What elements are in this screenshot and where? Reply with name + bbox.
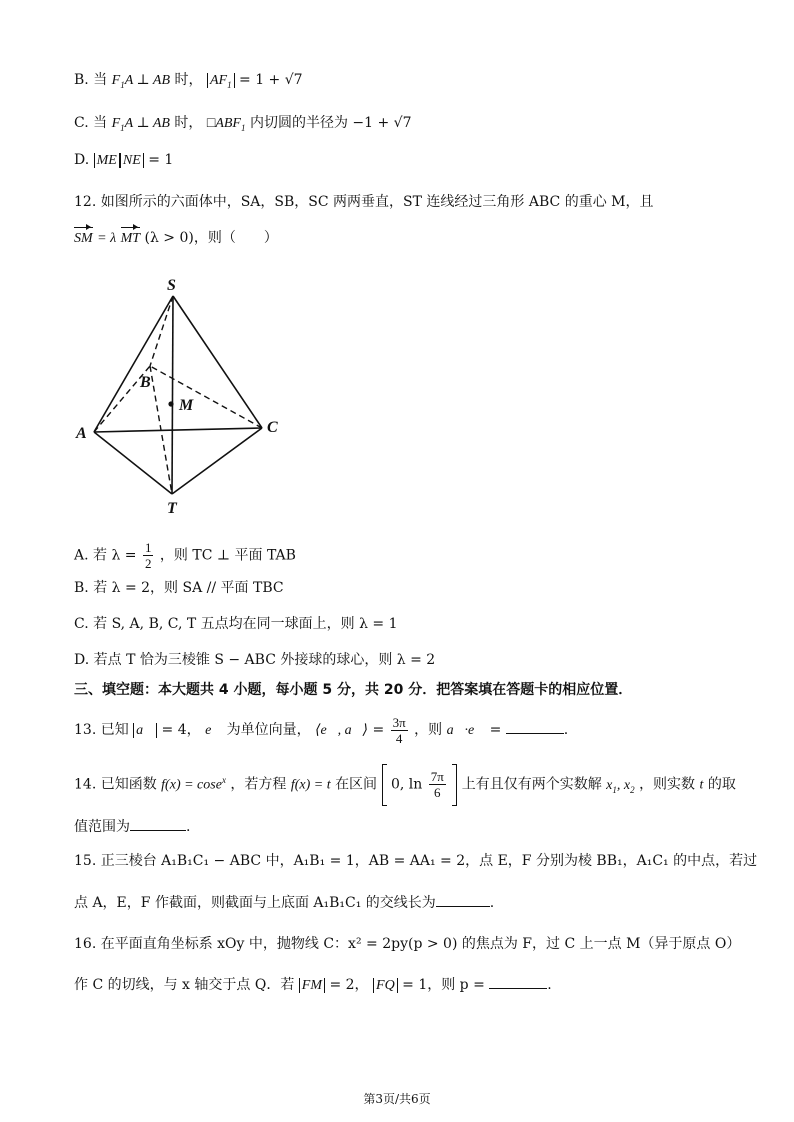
answer-blank-16[interactable]: [489, 974, 547, 989]
q12-stem-line1: 12. 如图所示的六面体中，SA，SB，SC 两两垂直，ST 连线经过三角形 ABC 的重心 M，且: [74, 194, 654, 210]
q12-option-b: B. 若 λ = 2，则 SA // 平面 TBC: [74, 580, 284, 596]
vector-sm: SM: [74, 229, 93, 249]
edge-st: [172, 296, 173, 494]
exponent-x: x: [221, 775, 226, 785]
section-heading: 三、填空题：本大题共 4 小题，每小题 5 分，共 20 分．把答案填在答题卡的相应位置．: [74, 682, 633, 698]
angle-e-a: ⟨e⃗, a⃗⟩: [315, 723, 368, 738]
answer-blank-14[interactable]: [130, 816, 186, 831]
abs-ne: NE: [120, 153, 144, 168]
q12-option-d: D. 若点 T 恰为三棱锥 S − ABC 外接球的球心，则 λ = 2: [74, 652, 436, 668]
hexahedron-figure: [70, 270, 300, 520]
edge-ct: [172, 428, 262, 494]
q11-option-b: B. 当 $F_1A$ ⊥ AB 时， $AF_1 = 1 + √7$: [74, 72, 303, 90]
q12-option-c: C. 若 S, A, B, C, T 五点均在同一球面上，则 λ = 1: [74, 616, 398, 632]
fraction-7pi-6: $\frac{7\pi}{6}$: [430, 769, 444, 801]
q11-option-d: D. ME NE = 1: [74, 152, 174, 168]
q16-line1: 16. 在平面直角坐标系 xOy 中，抛物线 C：x² = 2py(p > 0) 的焦点为 F，过 C 上一点 M（异于原点 O）: [74, 936, 741, 952]
q12-stem-line2: SM = λ MT (λ > 0)，则（ ）: [74, 228, 278, 249]
edge-bc: [150, 366, 262, 428]
abs-vector-a: a⃗: [133, 723, 157, 738]
label-c: C: [267, 419, 278, 436]
edge-ac: [94, 428, 262, 432]
fraction-one-half: $\frac{1}{2}$: [144, 540, 152, 571]
centroid-m-point: [168, 401, 173, 406]
page-number: 第3页/共6页: [363, 1092, 431, 1106]
q15-line2: 点 A，E，F 作截面，则截面与上底面 A₁B₁C₁ 的交线长为 .: [74, 892, 494, 913]
label-m: M: [179, 397, 194, 414]
q12-option-a: A. 若 λ = $\frac{1}{2}$ ，则 TC ⊥ 平面 TAB: [74, 540, 296, 571]
abs-af1: $AF_1$: [207, 73, 235, 88]
edge-sa: [94, 296, 173, 432]
math-f1a-perp-ab: $F_1A$ ⊥ AB: [111, 116, 170, 133]
q16-line2: 作 C 的切线，与 x 轴交于点 Q．若 FM = 2， FQ = 1，则 p = .: [74, 974, 552, 996]
q13: 13. 已知 a⃗ = 4， e⃗ 为单位向量， ⟨e⃗, a⃗⟩ = $\frac{3\pi}{4}$ ，则 a⃗·e⃗ = .: [74, 714, 569, 746]
edge-at: [94, 432, 172, 494]
label-b: B: [140, 374, 151, 391]
left-bracket: [382, 764, 387, 806]
right-bracket: [452, 764, 457, 806]
q15-line1: 15. 正三棱台 A₁B₁C₁ − ABC 中，A₁B₁ = 1，AB = AA₁ = 2，点 E，F 分别为棱 BB₁，A₁C₁ 的中点，若过: [74, 853, 758, 869]
label-a: A: [76, 425, 87, 442]
q11-option-c: C. 当 $F_1A$ ⊥ AB 时， $□ABF_1$ 内切圆的半径为 −1 + √7: [74, 115, 412, 133]
answer-blank-13[interactable]: [506, 719, 564, 734]
math-f1a-perp-ab: $F_1A$ ⊥ AB: [111, 73, 171, 90]
label-s: S: [167, 277, 176, 294]
abs-me: ME: [94, 153, 120, 168]
q14-line2: 值范围为 .: [74, 816, 190, 837]
solutions-x1-x2: $x_1$, $x_2$: [606, 777, 635, 795]
fraction-3pi-4: $\frac{3\pi}{4}$: [392, 714, 406, 746]
answer-blank-15[interactable]: [436, 892, 490, 907]
vector-mt: MT: [121, 229, 140, 249]
dot-product-a-e: a⃗·e⃗: [446, 723, 486, 738]
label-t: T: [167, 500, 177, 517]
q14-line1: 14. 已知函数 f(x) = cose$^x$ ，若方程 f(x) = t 在区间 0, ln $\frac{7\pi}{6}$ 上有且仅有两个实数解 $x_1$, $x_2$ ，则实数 t 的取: [74, 758, 736, 811]
vector-e: e⃗: [205, 723, 223, 738]
